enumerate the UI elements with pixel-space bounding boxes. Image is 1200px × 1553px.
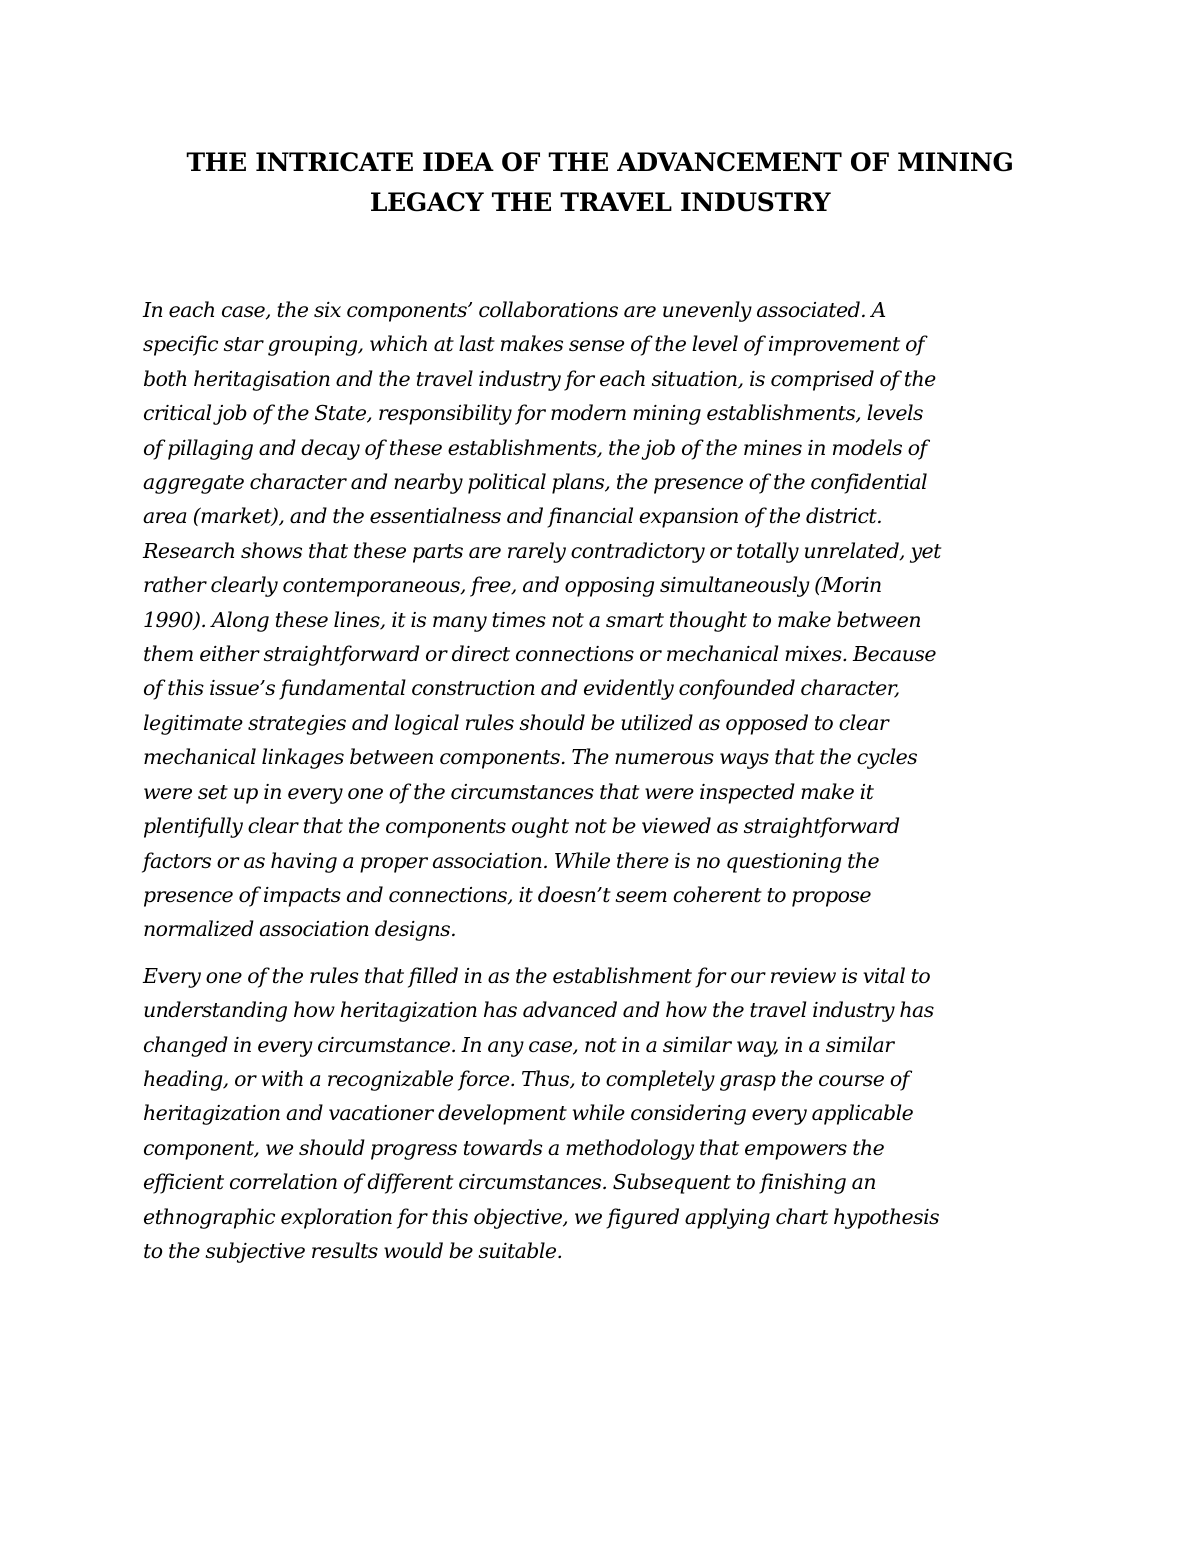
text-line: factors or as having a proper association. While there is no questioning the xyxy=(143,848,880,873)
document-title xyxy=(140,143,1060,223)
text-line: heritagization and vacationer development while considering every applicable xyxy=(143,1101,914,1126)
title-line: LEGACY THE TRAVEL INDUSTRY xyxy=(369,188,831,217)
text-line: heading, or with a recognizable force. Thus, to completely grasp the course of xyxy=(143,1066,909,1091)
text-line: plentifully clear that the components ought not be viewed as straightforward xyxy=(143,814,900,839)
text-line: them either straightforward or direct connections or mechanical mixes. Because xyxy=(143,642,936,667)
text-line: 1990). Along these lines, it is many times not a smart thought to make between xyxy=(143,607,922,632)
text-line: of this issue’s fundamental construction and evidently confounded character, xyxy=(143,676,900,701)
text-line: presence of impacts and connections, it doesn’t seem coherent to propose xyxy=(143,882,871,907)
text-line: In each case, the six components’ collaborations are unevenly associated. A xyxy=(143,298,886,322)
text-line: legitimate strategies and logical rules should be utilized as opposed to clear xyxy=(143,710,889,735)
text-line: understanding how heritagization has advanced and how the travel industry has xyxy=(143,998,934,1023)
text-line: were set up in every one of the circumstances that were inspected make it xyxy=(143,779,874,804)
text-line: both heritagisation and the travel industry for each situation, is comprised of the xyxy=(143,366,936,391)
text-line: changed in every circumstance. In any case, not in a similar way, in a similar xyxy=(143,1032,894,1057)
text-line: area (market), and the essentialness and financial expansion of the district. xyxy=(143,504,883,529)
text-line: ethnographic exploration for this objective, we figured applying chart hypothesis xyxy=(143,1204,940,1229)
document-body xyxy=(143,293,1065,1280)
paragraph-1 xyxy=(143,293,1065,947)
paragraph-2 xyxy=(143,959,1065,1269)
text-line: aggregate character and nearby political plans, the presence of the confidential xyxy=(143,470,928,495)
text-line: rather clearly contemporaneous, free, and opposing simultaneously (Morin xyxy=(143,573,882,598)
text-line: Every one of the rules that filled in as the establishment for our review is vital to xyxy=(143,963,931,988)
text-line: normalized association designs. xyxy=(143,917,457,942)
text-line: to the subjective results would be suitable. xyxy=(143,1238,563,1263)
title-line: THE INTRICATE IDEA OF THE ADVANCEMENT OF MINING xyxy=(186,148,1014,177)
text-line: efficient correlation of different circumstances. Subsequent to finishing an xyxy=(143,1170,876,1195)
text-line: Research shows that these parts are rarely contradictory or totally unrelated, yet xyxy=(143,538,941,563)
text-line: critical job of the State, responsibility for modern mining establishments, levels xyxy=(143,401,923,426)
text-line: component, we should progress towards a methodology that empowers the xyxy=(143,1135,885,1160)
text-line: of pillaging and decay of these establishments, the job of the mines in models of xyxy=(143,435,927,460)
text-line: specific star grouping, which at last makes sense of the level of improvement of xyxy=(143,332,924,357)
text-line: mechanical linkages between components. The numerous ways that the cycles xyxy=(143,745,918,770)
